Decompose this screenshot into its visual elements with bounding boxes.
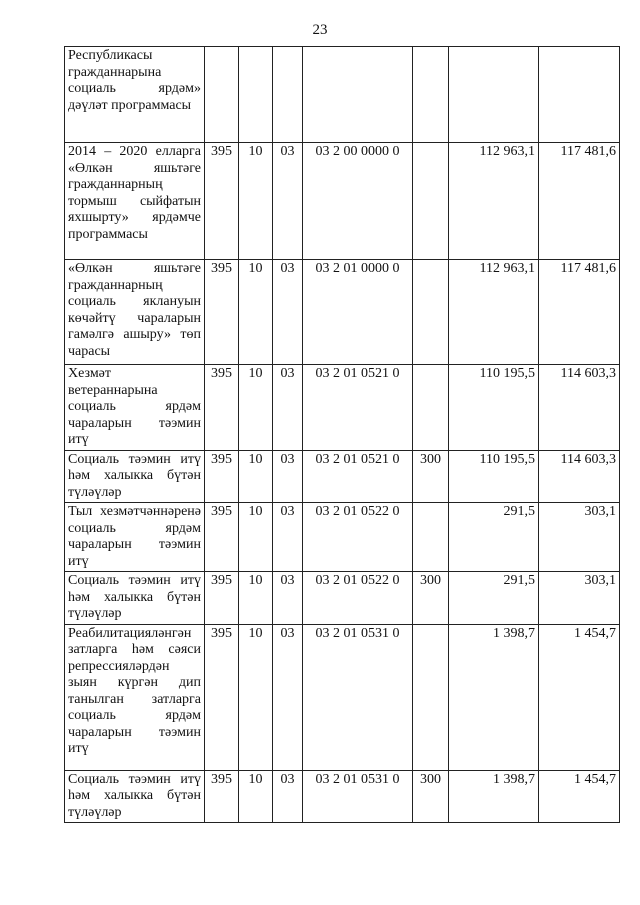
amount-2016-cell: 112 963,1 <box>449 260 539 365</box>
section-code-cell: 10 <box>239 503 273 572</box>
ministry-code-cell: 395 <box>205 770 239 823</box>
section-code-cell: 10 <box>239 365 273 451</box>
subsection-code-cell: 03 <box>273 624 303 770</box>
target-code-cell <box>303 47 413 143</box>
ministry-code-cell: 395 <box>205 503 239 572</box>
target-code-cell: 03 2 01 0531 0 <box>303 770 413 823</box>
table-row <box>65 47 620 143</box>
amount-2017-cell: 117 481,6 <box>539 260 620 365</box>
amount-2016-cell: 1 398,7 <box>449 624 539 770</box>
item-name-cell: «Өлкән яшьтәге гражданнарның социаль яклануын көчәйтү чараларын гамәлгә ашыру» төп чарасы <box>65 260 205 365</box>
section-code-cell <box>239 47 273 143</box>
ministry-code-cell <box>205 47 239 143</box>
item-name-cell: Социаль тәэмин итү һәм халыкка бүтән түләүләр <box>65 770 205 823</box>
expense-type-cell <box>413 47 449 143</box>
table-row <box>65 503 620 572</box>
ministry-code-cell: 395 <box>205 260 239 365</box>
amount-2016-cell: 110 195,5 <box>449 365 539 451</box>
amount-2017-cell: 303,1 <box>539 572 620 625</box>
expense-type-cell <box>413 624 449 770</box>
amount-2016-cell <box>449 47 539 143</box>
section-code-cell: 10 <box>239 143 273 260</box>
amount-2016-cell: 291,5 <box>449 572 539 625</box>
amount-2016-cell: 110 195,5 <box>449 450 539 503</box>
table-row <box>65 624 620 770</box>
subsection-code-cell: 03 <box>273 770 303 823</box>
table-row <box>65 143 620 260</box>
amount-2016-cell: 291,5 <box>449 503 539 572</box>
table-row <box>65 770 620 823</box>
item-name-cell: Тыл хезмәтчәннәренә социаль ярдәм чараларын тәэмин итү <box>65 503 205 572</box>
expense-type-cell <box>413 365 449 451</box>
ministry-code-cell: 395 <box>205 624 239 770</box>
subsection-code-cell: 03 <box>273 143 303 260</box>
amount-2017-cell: 303,1 <box>539 503 620 572</box>
section-code-cell: 10 <box>239 260 273 365</box>
ministry-code-cell: 395 <box>205 365 239 451</box>
item-name-cell: 2014 – 2020 елларга «Өлкән яшьтәге гражданнарның тормыш сыйфатын яхшырту» ярдәмче программасы <box>65 143 205 260</box>
amount-2016-cell: 112 963,1 <box>449 143 539 260</box>
section-code-cell: 10 <box>239 770 273 823</box>
amount-2017-cell: 1 454,7 <box>539 624 620 770</box>
amount-2017-cell: 117 481,6 <box>539 143 620 260</box>
subsection-code-cell: 03 <box>273 260 303 365</box>
item-name-cell: Социаль тәэмин итү һәм халыкка бүтән түләүләр <box>65 450 205 503</box>
amount-2017-cell: 114 603,3 <box>539 365 620 451</box>
target-code-cell: 03 2 00 0000 0 <box>303 143 413 260</box>
section-code-cell: 10 <box>239 572 273 625</box>
expense-type-cell: 300 <box>413 770 449 823</box>
subsection-code-cell: 03 <box>273 503 303 572</box>
subsection-code-cell: 03 <box>273 365 303 451</box>
amount-2017-cell: 114 603,3 <box>539 450 620 503</box>
section-code-cell: 10 <box>239 450 273 503</box>
expense-type-cell <box>413 143 449 260</box>
target-code-cell: 03 2 01 0522 0 <box>303 503 413 572</box>
subsection-code-cell <box>273 47 303 143</box>
amount-2017-cell: 1 454,7 <box>539 770 620 823</box>
table-row <box>65 572 620 625</box>
subsection-code-cell: 03 <box>273 450 303 503</box>
target-code-cell: 03 2 01 0522 0 <box>303 572 413 625</box>
expense-type-cell <box>413 260 449 365</box>
ministry-code-cell: 395 <box>205 450 239 503</box>
expense-type-cell: 300 <box>413 572 449 625</box>
expense-type-cell <box>413 503 449 572</box>
table-row <box>65 260 620 365</box>
table-row <box>65 450 620 503</box>
item-name-cell: Социаль тәэмин итү һәм халыкка бүтән түләүләр <box>65 572 205 625</box>
page-number: 23 <box>312 22 328 38</box>
target-code-cell: 03 2 01 0521 0 <box>303 365 413 451</box>
budget-table <box>64 46 620 823</box>
target-code-cell: 03 2 01 0000 0 <box>303 260 413 365</box>
item-name-cell: Реабилитацияләнгән затларга һәм сәяси репрессияләрдән зыян күргән дип танылган затларга социаль ярдәм чараларын тәэмин итү <box>65 624 205 770</box>
section-code-cell: 10 <box>239 624 273 770</box>
table-body <box>65 47 620 823</box>
amount-2016-cell: 1 398,7 <box>449 770 539 823</box>
expense-type-cell: 300 <box>413 450 449 503</box>
item-name-cell: Хезмәт ветераннарына социаль ярдәм чараларын тәэмин итү <box>65 365 205 451</box>
subsection-code-cell: 03 <box>273 572 303 625</box>
table-row <box>65 365 620 451</box>
target-code-cell: 03 2 01 0531 0 <box>303 624 413 770</box>
item-name-cell: Республикасы гражданнарына социаль ярдәм» дәүләт программасы <box>65 47 205 143</box>
amount-2017-cell <box>539 47 620 143</box>
ministry-code-cell: 395 <box>205 572 239 625</box>
target-code-cell: 03 2 01 0521 0 <box>303 450 413 503</box>
ministry-code-cell: 395 <box>205 143 239 260</box>
